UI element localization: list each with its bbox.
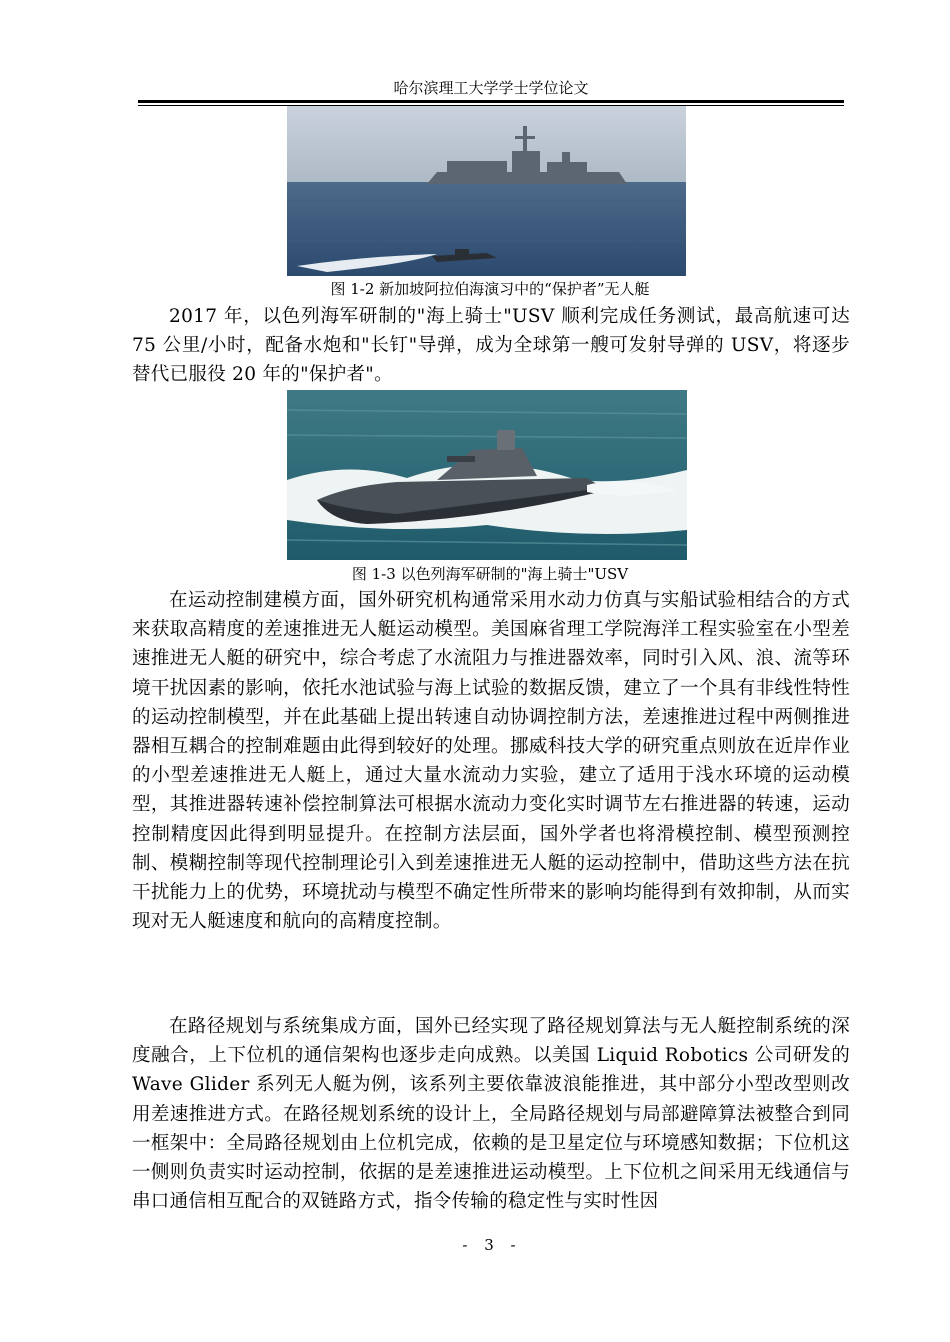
page-number: - 3 - [462, 1236, 522, 1254]
header-rule-thick [138, 100, 844, 103]
figure-caption-1-3: 图 1-3 以色列海军研制的"海上骑士"USV [351, 565, 629, 583]
running-header: 哈尔滨理工大学学士学位论文 [393, 79, 589, 97]
paragraph-motion-control-modeling: 在运动控制建模方面，国外研究机构通常采用水动力仿真与实船试验相结合的方式来获取高精度的差速推进无人艇运动模型。美国麻省理工学院海洋工程实验室在小型差速推进无人艇的研究中，综合考虑了水流阻力与推进器效率，同时引入风、浪、流等环境干扰因素的影响，依托水池试验与海上试验的数据反馈，建立了一个具有非线性特性的运动控制模型，并在此基础上提出转速自动协调控制方法，差速推进过程中两侧推进器相互耦合的控制难题由此得到较好的处理。挪威科技大学的研究重点则放在近岸作业的小型差速推进无人艇上，通过大量水流动力实验，建立了适用于浅水环境的运动模型，其推进器转速补偿控制算法可根据水流动力变化实时调节左右推进器的转速，运动控制精度因此得到明显提升。在控制方法层面，国外学者也将滑模控制、模型预测控制、模糊控制等现代控制理论引入到差速推进无人艇的运动控制中，借助这些方法在抗干扰能力上的优势，环境扰动与模型不确定性所带来的影响均能得到有效抑制，从而实现对无人艇速度和航向的高精度控制。 [132, 590, 850, 933]
figure-sea-knight-usv-photo [287, 390, 687, 560]
paragraph-path-planning-integration: 在路径规划与系统集成方面，国外已经实现了路径规划算法与无人艇控制系统的深度融合，上下位机的通信架构也逐步走向成熟。以美国 Liquid Robotics 公司研发的 Wave Glider 系列无人艇为例，该系列主要依靠波浪能推进，其中部分小型改型则改用差速推进方式。在路径规划系统的设计上，全局路径规划与局部避障算法被整合到同一框架中：全局路径规划由上位机完成，依赖的是卫星定位与环境感知数据；下位机这一侧则负责实时运动控制，依据的是差速推进运动模型。上下位机之间采用无线通信与串口通信相互配合的双链路方式，指令传输的稳定性与实时性因 [132, 1016, 850, 1213]
usv-speedboat-image [287, 390, 687, 560]
paragraph-sea-knight: 2017 年，以色列海军研制的"海上骑士"USV 顺利完成任务测试，最高航速可达 75 公里/小时，配备水炮和"长钉"导弹，成为全球第一艘可发射导弹的 USV，将逐步替代已服役 20 年的"保护者"。 [132, 306, 850, 386]
warship-sea-image [287, 106, 686, 276]
figure-protector-usv-photo [287, 106, 686, 276]
figure-caption-1-2: 图 1-2 新加坡阿拉伯海演习中的“保护者”无人艇 [330, 280, 650, 298]
